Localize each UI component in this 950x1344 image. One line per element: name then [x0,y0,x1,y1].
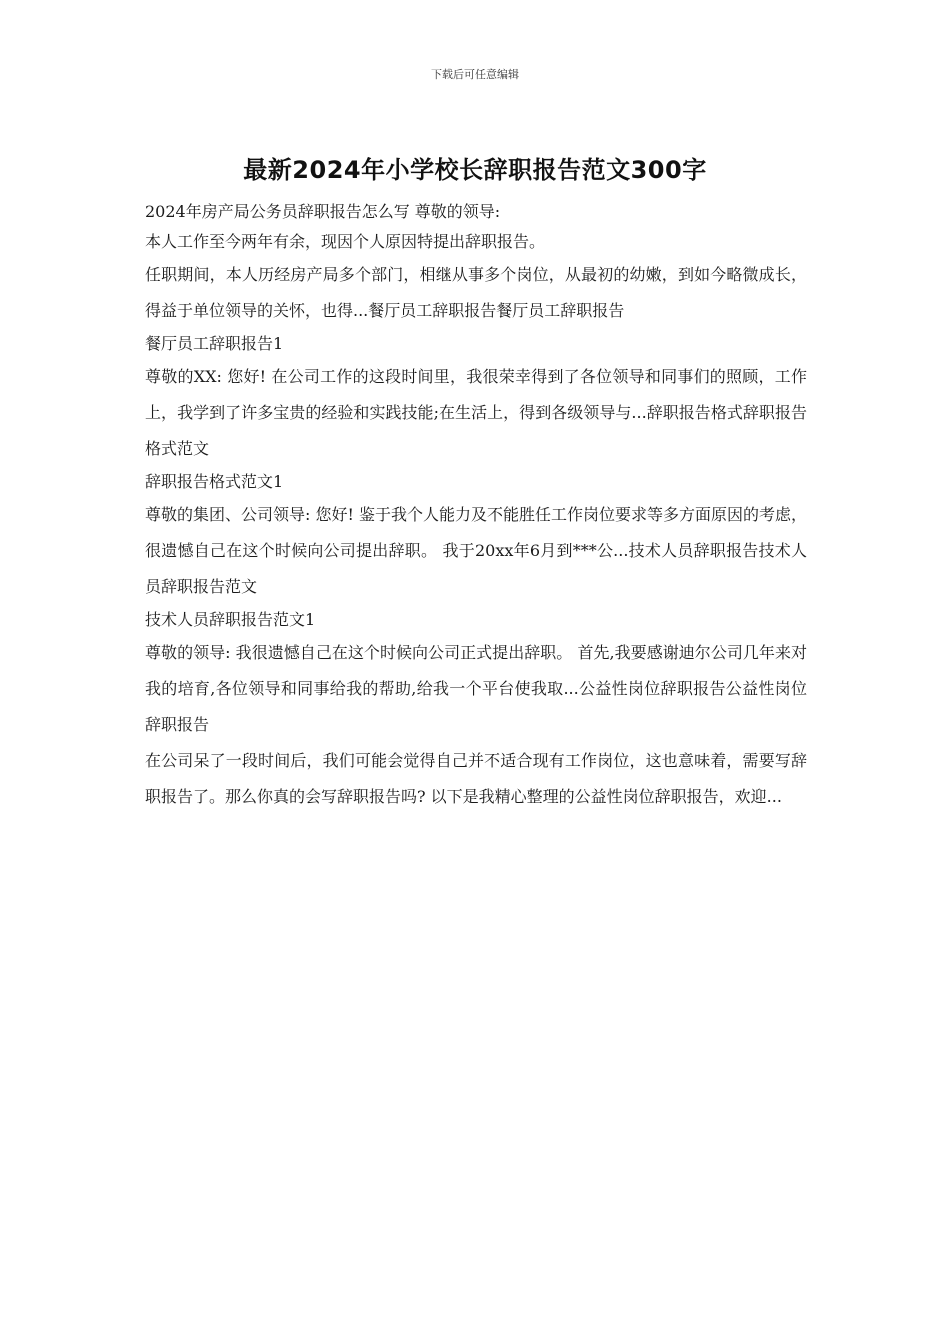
paragraph: 尊敬的领导: 我很遗憾自己在这个时候向公司正式提出辞职。 首先,我要感谢迪尔公司几年来对我的培育,各位领导和同事给我的帮助,给我一个平台使我取...公益性岗位辞职报告公益性岗位辞职报告 [145,643,807,734]
paragraph: 在公司呆了一段时间后，我们可能会觉得自己并不适合现有工作岗位，这也意味着，需要写辞职报告了。那么你真的会写辞职报告吗? 以下是我精心整理的公益性岗位辞职报告，欢迎... [145,751,807,806]
document-body [145,197,807,815]
document-title: 最新2024年小学校长辞职报告范文300字 [243,156,707,184]
paragraph: 本人工作至今两年有余，现因个人原因特提出辞职报告。 [145,232,546,251]
paragraph: 技术人员辞职报告范文1 [145,610,316,629]
paragraph: 尊敬的XX: 您好! 在公司工作的这段时间里，我很荣幸得到了各位领导和同事们的照顾，工作上，我学到了许多宝贵的经验和实践技能;在生活上，得到各级领导与...辞职报告格式辞职报告格式范文 [145,367,807,458]
paragraph: 餐厅员工辞职报告1 [145,334,284,353]
paragraph: 辞职报告格式范文1 [145,472,284,491]
paragraph: 尊敬的集团、公司领导: 您好! 鉴于我个人能力及不能胜任工作岗位要求等多方面原因的考虑，很遗憾自己在这个时候向公司提出辞职。 我于20xx年6月到***公...技术人员辞职报告技术人员辞职报告范文 [145,505,807,596]
paragraph: 任职期间，本人历经房产局多个部门，相继从事多个岗位，从最初的幼嫩，到如今略微成长，得益于单位领导的关怀，也得...餐厅员工辞职报告餐厅员工辞职报告 [145,265,807,320]
header-note: 下载后可任意编辑 [431,68,519,81]
paragraph: 2024年房产局公务员辞职报告怎么写 尊敬的领导: [145,202,501,221]
